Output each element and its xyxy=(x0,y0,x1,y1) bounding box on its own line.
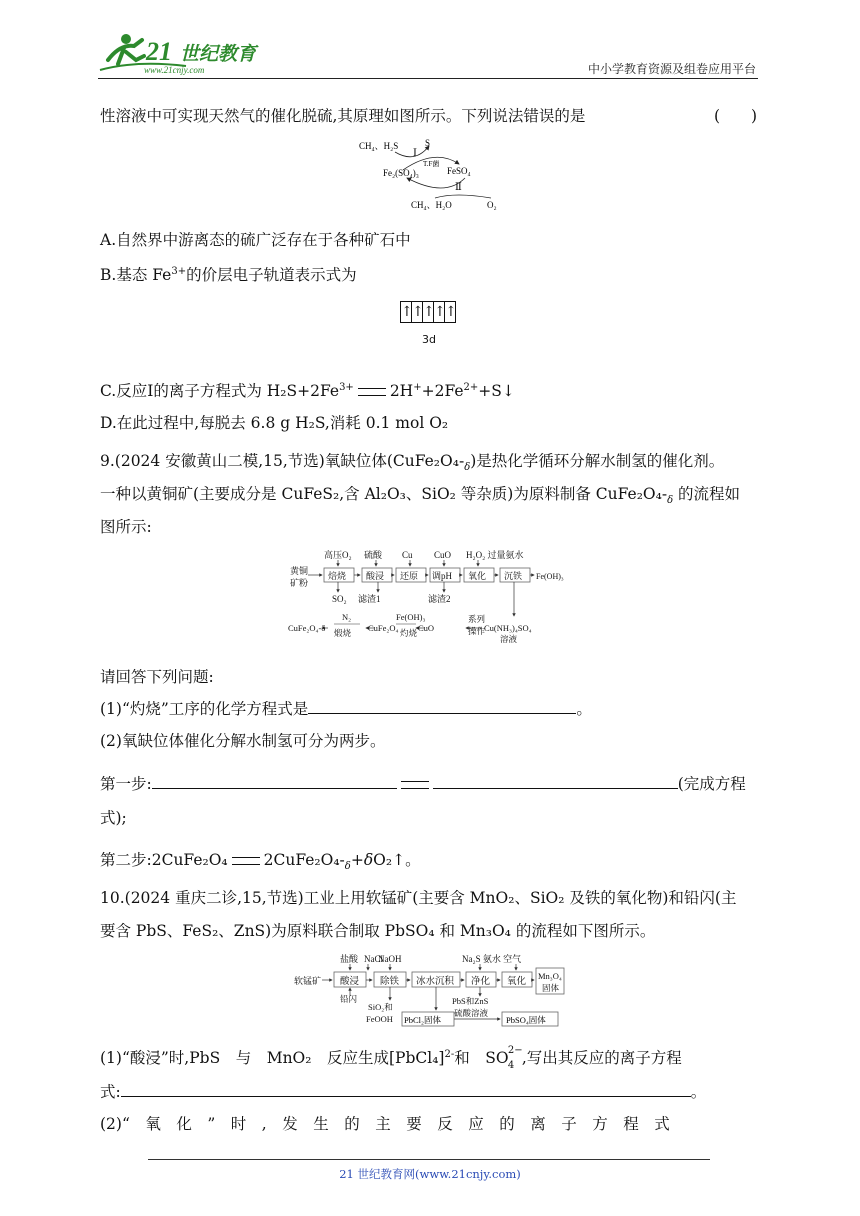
q9-part1-answer-blank[interactable] xyxy=(308,697,576,714)
flow10-reagent-naoh: NaOH xyxy=(378,954,402,964)
q9-step1-left-blank[interactable] xyxy=(152,772,397,789)
q8-option-b-post: 的价层电子轨道表示式为 xyxy=(186,266,357,285)
sulfate-charge: 2− xyxy=(507,1045,523,1057)
q9-part1 xyxy=(100,697,592,719)
sulfate-subscript: 4 xyxy=(507,1060,515,1072)
brand-text: 世纪教育 xyxy=(180,44,257,65)
flow9-step-precip: 沉铁 xyxy=(504,571,523,581)
q9-delta: δ xyxy=(464,462,471,474)
q9-prompt: 请回答下列问题: xyxy=(100,668,214,686)
q10-part1-sup: 2- xyxy=(444,1049,455,1060)
q9-step2-delta-sub: δ xyxy=(344,861,351,873)
flow9-raw-2: 矿粉 xyxy=(290,578,309,588)
flow10-step-ice: 冰水沉积 xyxy=(416,977,455,987)
q8-option-b xyxy=(100,262,357,285)
flow9-reagent-cuo: CuO xyxy=(434,550,452,560)
q8-option-d: D.在此过程中,每脱去 6.8 g H₂S,消耗 0.1 mol O₂ xyxy=(100,414,449,432)
footer-text[interactable]: 21 世纪教育网(www.21cnjy.com) xyxy=(339,1167,521,1181)
flow9-n2: N₂ xyxy=(342,612,352,622)
flow9-series-1: 系列 xyxy=(468,614,486,624)
flow10-mn3o4: Mn₃O₄ xyxy=(538,971,562,981)
q9-delta-2: δ xyxy=(667,495,674,507)
equals-sign xyxy=(401,781,429,789)
orbital-box-4: ↑ xyxy=(433,301,444,323)
orbital-label: 3d xyxy=(422,333,436,346)
diagram-fe2so43: Fe₂(SO₄)₃ xyxy=(383,168,419,178)
flow10-pbs-zns: PbS和ZnS xyxy=(452,996,489,1006)
flow9-reagent-cu: Cu xyxy=(402,550,413,560)
flow10-mn3o4-solid: 固体 xyxy=(542,983,560,993)
sulfate-formula xyxy=(495,1045,523,1072)
flow10-h2so4: 硫酸溶液 xyxy=(454,1008,489,1018)
flow9-out-feoh3: Fe(OH)₃ xyxy=(536,572,564,581)
flow9-step-ph: 调pH xyxy=(432,571,452,581)
q9-step1-label: 第一步: xyxy=(100,775,152,793)
flow9-raw-1: 黄铜 xyxy=(290,566,309,576)
q9-part1-end: 。 xyxy=(576,700,592,718)
diagram-bacteria: T.F菌 xyxy=(423,160,440,168)
flow9-by-residue2: 滤渣2 xyxy=(428,594,451,604)
q9-line1-text: 9.(2024 安徽黄山二模,15,节选)氧缺位体(CuFe₂O₄- xyxy=(100,452,465,470)
flow9-by-so2: SO₂ xyxy=(332,594,347,604)
q9-step1-right-blank[interactable] xyxy=(433,772,678,789)
q10-part1-end: ,写出其反应的离子方程 xyxy=(521,1049,682,1068)
platform-name: 中小学教育资源及组卷应用平台 xyxy=(587,62,756,76)
flow9-burn: 灼烧 xyxy=(400,628,418,638)
q9-step2-mid: 2CuFe₂O₄- xyxy=(263,851,345,869)
q9-part1-text: (1)“灼烧”工序的化学方程式是 xyxy=(100,700,309,718)
flow9-step-leach: 酸浸 xyxy=(366,571,385,581)
flow9-cufe2o4: CuFe₂O₄ xyxy=(368,623,399,633)
manganese-flow-diagram xyxy=(294,950,566,1032)
flow9-cuo: CuO xyxy=(418,623,435,633)
q8-stem: 性溶液中可实现天然气的催化脱硫,其原理如图所示。下列说法错误的是 xyxy=(100,107,586,125)
q8-option-c-sup2: + xyxy=(413,382,422,393)
flow9-series-2: 操作 xyxy=(468,626,486,636)
q10-part1-answer-blank[interactable] xyxy=(121,1080,691,1097)
q10-part1-cont: 式: xyxy=(100,1083,121,1101)
brand-logo xyxy=(96,30,266,76)
q9-step1 xyxy=(100,772,746,794)
q9-step2-end: O₂↑。 xyxy=(373,851,421,869)
brand-url: www.21cnjy.com xyxy=(144,65,205,75)
q8-option-b-pre: B.基态 Fe xyxy=(100,266,172,285)
flow10-residue-sio2: SiO₂和 xyxy=(368,1002,393,1012)
flow10-step-leach: 酸浸 xyxy=(340,977,360,987)
q9-step2-delta: δ xyxy=(363,851,374,869)
q10-part1-text: (1)“酸浸”时,PbS 与 MnO₂ 反应生成[PbCl₄] xyxy=(100,1049,445,1068)
q8-answer-paren: ( ) xyxy=(714,107,758,125)
flow9-solution: 溶液 xyxy=(500,634,518,644)
q8-option-c xyxy=(100,378,515,401)
flow9-by-residue1: 滤渣1 xyxy=(358,594,381,604)
q9-line1 xyxy=(100,451,724,478)
q8-option-c-pre: C.反应Ⅰ的离子方程式为 H₂S+2Fe xyxy=(100,382,340,401)
q9-step2-pre: 第二步:2CuFe₂O₄ xyxy=(100,851,228,869)
equals-sign xyxy=(232,857,260,865)
q10-part1-line2 xyxy=(100,1080,706,1102)
q10-line2: 要含 PbS、FeS₂、ZnS)为原料联合制取 PbSO₄ 和 Mn₃O₄ 的流程如下图所示。 xyxy=(100,922,656,940)
q8-option-c-sup1: 3+ xyxy=(339,382,354,393)
q9-part2: (2)氧缺位体催化分解水制氢可分为两步。 xyxy=(100,732,386,750)
flow10-step-purify: 净化 xyxy=(471,977,491,987)
orbital-box-5: ↑ xyxy=(444,301,456,323)
flow10-pbcl2: PbCl₂固体 xyxy=(404,1015,441,1025)
flow10-raw: 软锰矿 xyxy=(294,976,322,986)
flow9-step-roast: 焙烧 xyxy=(328,571,347,581)
diagram-feso4: FeSO₄ xyxy=(447,166,471,176)
flow10-reagent-nacl: NaCl xyxy=(364,954,383,964)
q8-option-b-sup: 3+ xyxy=(171,266,187,277)
q10-line1: 10.(2024 重庆二诊,15,节选)工业上用软锰矿(主要含 MnO₂、SiO₂ 及铁的氧化物)和铅闪(主 xyxy=(100,889,737,907)
q9-step1-end: (完成方程 xyxy=(677,775,746,793)
flow10-residue-feooh: FeOOH xyxy=(366,1014,393,1024)
diagram-ch4-h2s: CH₄、H₂S xyxy=(359,141,399,151)
orbital-box-3: ↑ xyxy=(422,301,433,323)
q10-part2: (2)“ 氧 化 ” 时 , 发 生 的 主 要 反 应 的 离 子 方 程 式 xyxy=(100,1115,670,1133)
q8-option-c-mid: 2H xyxy=(389,382,414,401)
diagram-o2: O₂ xyxy=(487,200,497,210)
q9-step1-cont: 式); xyxy=(100,809,127,827)
flow9-reagent-h2so4: 硫酸 xyxy=(364,550,383,560)
flow10-step-defe: 除铁 xyxy=(380,977,400,987)
flow9-cunh34so4: Cu(NH₃)₄SO₄ xyxy=(484,623,532,633)
flow9-calcine: 煅烧 xyxy=(334,628,352,638)
flow10-reagent-na2s: Na₂S 氨水 空气 xyxy=(462,954,522,964)
q8-option-c-sup3: 2+ xyxy=(463,382,479,393)
runner-logo-icon xyxy=(96,30,266,76)
flow9-step-reduce: 还原 xyxy=(400,571,419,581)
orbital-box-1: ↑ xyxy=(400,301,411,323)
q8-option-a: A.自然界中游离态的硫广泛存在于各种矿石中 xyxy=(100,231,411,249)
q9-line3: 图所示: xyxy=(100,518,152,536)
q9-step2 xyxy=(100,850,421,877)
orbital-box-2: ↑ xyxy=(411,301,422,323)
diagram-s: S xyxy=(425,138,431,148)
flow10-pbso4: PbSO₄固体 xyxy=(506,1015,546,1025)
flow9-reagent-o2: 高压O₂ xyxy=(324,550,352,560)
footer-divider xyxy=(148,1159,710,1160)
flow9-feoh3-mid: Fe(OH)₃ xyxy=(396,612,426,622)
q10-part1-dot: 。 xyxy=(690,1083,707,1101)
q9-line2-end: 的流程如 xyxy=(673,485,741,503)
diagram-ch4-h2o: CH₄、H₂O xyxy=(411,200,452,210)
flow9-step-oxidize: 氧化 xyxy=(468,571,487,581)
q9-line1-end: )是热化学循环分解水制氢的催化剂。 xyxy=(470,452,725,470)
chalcopyrite-flow-diagram xyxy=(288,546,578,646)
q10-part1 xyxy=(100,1045,682,1072)
equals-sign xyxy=(358,388,386,396)
header-divider xyxy=(98,78,758,79)
flow10-step-oxidize: 氧化 xyxy=(507,977,527,987)
q9-line2 xyxy=(100,484,740,511)
q8-option-c-end: +S↓ xyxy=(478,382,515,401)
diagram-roman-1: Ⅰ xyxy=(413,148,417,159)
brand-number: 21 xyxy=(146,37,172,66)
flow10-reagent-hcl: 盐酸 xyxy=(340,954,359,964)
sulfate-o: O xyxy=(495,1049,509,1068)
orbital-diagram xyxy=(400,301,456,323)
flow9-reagent-h2o2: H₂O₂ 过量氨水 xyxy=(466,550,524,560)
diagram-roman-2: Ⅱ xyxy=(455,182,462,193)
q8-option-c-mid2: +2Fe xyxy=(421,382,464,401)
desulfurization-cycle-diagram xyxy=(355,134,505,216)
flow9-product: CuFe₂O₄-δ xyxy=(288,623,326,633)
q9-step2-plus: + xyxy=(350,851,364,869)
q10-part1-mid: 和 S xyxy=(454,1049,496,1068)
q9-line2-text: 一种以黄铜矿(主要成分是 CuFeS₂,含 Al₂O₃、SiO₂ 等杂质)为原料制备 CuFe₂O₄- xyxy=(100,485,668,503)
flow10-lead: 铅闪 xyxy=(340,994,358,1004)
